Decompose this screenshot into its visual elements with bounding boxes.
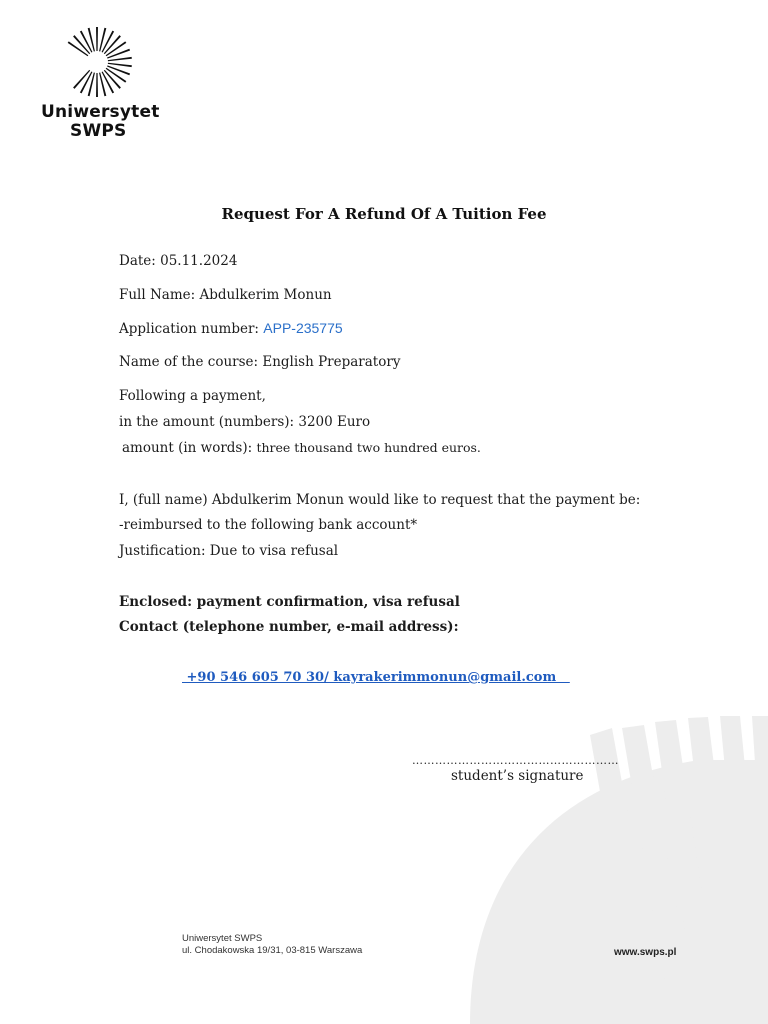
signature-label: student’s signature [451,768,584,784]
signature-line: ……………………………………………… [412,754,619,767]
logo-ray [107,49,130,59]
footer-address-block [182,933,362,957]
amount-words-line [122,440,481,456]
contact-label: Contact (telephone number, e-mail address): [119,619,459,635]
logo-ray [107,65,130,75]
contact-link[interactable]: +90 546 605 70 30/ kayrakerimmonun@gmail.com [182,670,570,685]
payment-intro-line: Following a payment, [119,388,266,404]
full-name-line: Full Name: Abdulkerim Monun [119,287,332,303]
request-line: I, (full name) Abdulkerim Monun would like to request that the payment be: [119,492,641,508]
footer-address: ul. Chodakowska 19/31, 03-815 Warszawa [182,945,363,956]
logo-ray [88,73,95,97]
application-line [119,320,343,337]
logo-ray [88,28,95,52]
logo-wordmark-line1: Uniwersytet [41,102,160,122]
amount-words-label: amount (in words): [122,440,253,456]
swps-sunburst-logo-icon [60,25,134,99]
logo-ray [108,57,132,61]
amount-numbers-line: in the amount (numbers): 3200 Euro [119,414,371,430]
course-line: Name of the course: English Preparatory [119,354,401,370]
justification-line: Justification: Due to visa refusal [119,543,339,559]
reimbursed-line: -reimbursed to the following bank account* [119,517,418,533]
logo-ray [108,63,132,67]
logo-ray [96,27,98,51]
enclosed-line: Enclosed: payment confirmation, visa refusal [119,594,460,610]
application-number-link[interactable]: APP-235775 [263,320,343,336]
footer-org-name: Uniwersytet SWPS [182,933,263,944]
logo-ray [96,73,98,97]
logo-ray [99,73,106,97]
amount-words-value: three thousand two hundred euros. [256,440,481,455]
date-line: Date: 05.11.2024 [119,253,238,269]
logo-ray [99,28,106,52]
footer-website-link[interactable]: www.swps.pl [614,947,677,958]
application-label: Application number: [119,321,259,337]
document-title: Request For A Refund Of A Tuition Fee [221,205,547,223]
logo-wordmark-line2: SWPS [70,121,127,141]
